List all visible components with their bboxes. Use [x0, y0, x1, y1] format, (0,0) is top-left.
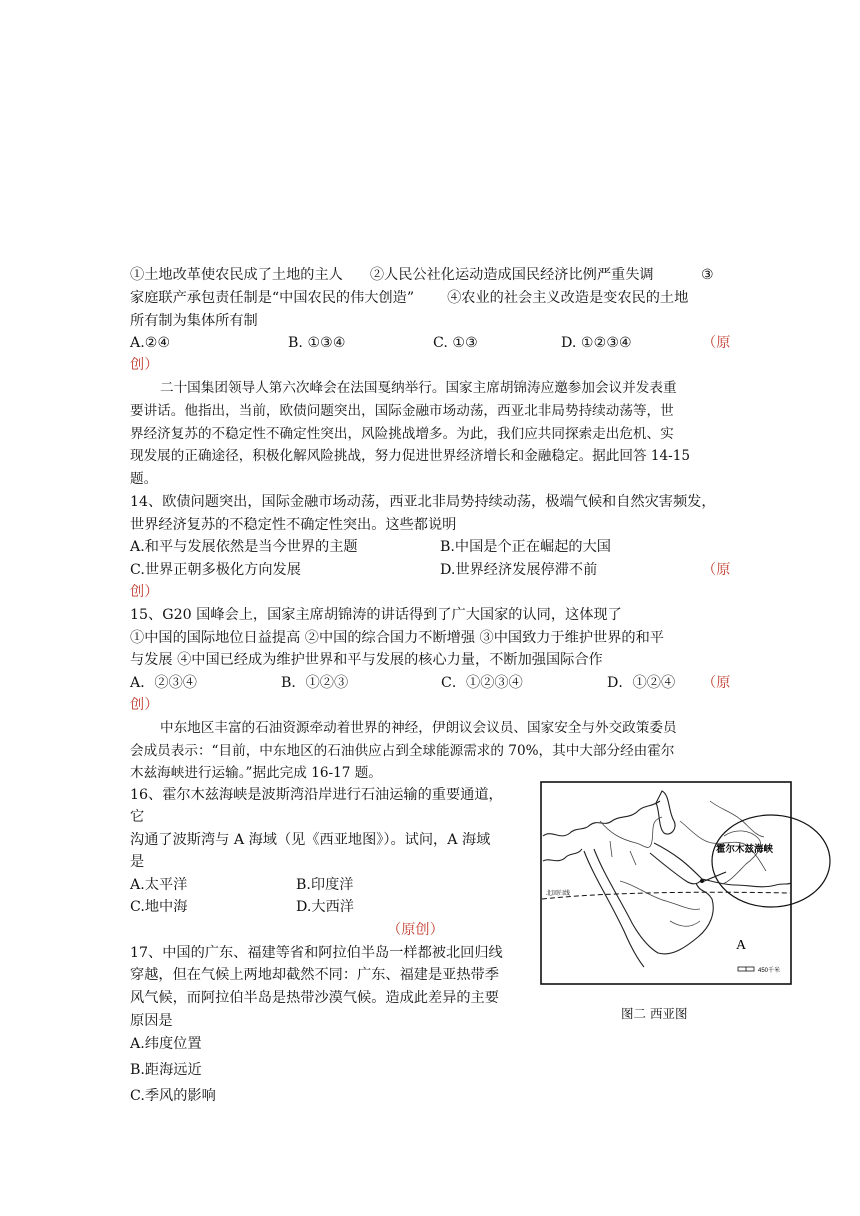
callout-label: 霍尔木兹海峡: [716, 844, 774, 855]
q13-option-3-marker: ③: [701, 267, 714, 283]
q17-choice-a: A.纬度位置: [130, 1036, 202, 1052]
map-caption: 图二 西亚图: [621, 1006, 688, 1021]
q16-origin-tag: （原创）: [387, 922, 444, 938]
q13-choice-a: A.②④: [130, 335, 171, 351]
passage2-line3: 木兹海峡进行运输。”据此完成 16-17 题。: [130, 765, 382, 781]
map-sea-label-a: A: [736, 938, 747, 953]
q16-stem-line2: 它: [130, 809, 145, 825]
q17-choice-c: C.季风的影响: [130, 1088, 216, 1104]
q15-choice-d: D．①②④: [607, 675, 676, 691]
q16-choice-c: C.地中海: [130, 899, 188, 915]
q17-choice-b: B.距海远近: [130, 1062, 202, 1078]
q13-line2: [130, 287, 688, 309]
map-tropic-label: 北回归线: [546, 891, 571, 897]
callout-pointer-line: [702, 872, 726, 882]
q13-line1: [130, 264, 654, 286]
q16-choice-b: B.印度洋: [296, 877, 354, 893]
passage1-line1: 二十国集团领导人第六次峰会在法国戛纳举行。国家主席胡锦涛应邀参加会议并发表重: [160, 380, 677, 396]
q14-stem-line2: 世界经济复苏的不稳定性不确定性突出。这些都说明: [130, 517, 457, 533]
q13-option-3: 家庭联产承包责任制是“中国农民的伟大创造”: [130, 290, 415, 306]
q13-option-2: ②人民公社化运动造成国民经济比例严重失调: [369, 267, 654, 283]
q14-choice-c: C.世界正朝多极化方向发展: [130, 562, 301, 578]
q13-choice-b: B. ①③④: [288, 335, 346, 351]
q15-stem-line2: ①中国的国际地位日益提高 ②中国的综合国力不断增强 ③中国致力于维护世界的和平: [130, 630, 664, 646]
q15-stem-line3: 与发展 ④中国已经成为维护世界和平与发展的核心力量，不断加强国际合作: [130, 652, 603, 668]
q15-origin-tag-cont: 创）: [130, 697, 159, 713]
q17-stem-line1: 17、中国的广东、福建等省和阿拉伯半岛一样都被北回归线: [130, 945, 503, 961]
strait-callout: [710, 812, 833, 910]
q14-choice-b: B.中国是个正在崛起的大国: [440, 539, 611, 555]
q15-stem-line1: 15、G20 国峰会上，国家主席胡锦涛的讲话得到了广大国家的认同，这体现了: [130, 607, 622, 623]
q16-stem-line3: 沟通了波斯湾与 A 海域（见《西亚地图》）。试问，A 海域: [130, 832, 491, 848]
passage2-line2: 会成员表示：“目前，中东地区的石油供应占到全球能源需求的 70%，其中大部分经由霍尔: [130, 743, 675, 759]
q14-origin-tag-cont: 创）: [130, 584, 159, 600]
q13-choice-d: D. ①②③④: [561, 335, 632, 351]
q15-choice-c: C．①②③④: [441, 675, 523, 691]
q15-choice-b: B．①②③: [281, 675, 349, 691]
q13-origin-tag: （原: [702, 335, 731, 351]
q16-choice-a: A.太平洋: [130, 877, 188, 893]
q13-origin-tag-cont: 创）: [130, 357, 159, 373]
passage1-line5: 题。: [130, 471, 158, 487]
q14-choice-d: D.世界经济发展停滞不前: [440, 562, 598, 578]
q16-stem-line1: 16、霍尔木兹海峡是波斯湾沿岸进行石油运输的重要通道，: [130, 787, 503, 803]
q17-stem-line2: 穿越，但在气候上两地却截然不同：广东、福建是亚热带季: [130, 967, 499, 983]
q16-stem-line4: 是: [130, 854, 145, 870]
passage1-line4: 现发展的正确途径，积极化解风险挑战，努力促进世界经济增长和金融稳定。据此回答 14-15: [130, 448, 691, 464]
q15-choice-a: A．②③④: [130, 675, 197, 691]
passage1-line3: 界经济复苏的不稳定性不确定性突出，风险挑战增多。为此，我们应共同探索走出危机、实: [130, 426, 674, 442]
q17-stem-line4: 原因是: [130, 1013, 173, 1029]
q17-stem-line3: 风气候，而阿拉伯半岛是热带沙漠气候。造成此差异的主要: [130, 990, 499, 1006]
q14-choice-a: A.和平与发展依然是当今世界的主题: [130, 539, 358, 555]
q13-option-1: ①土地改革使农民成了土地的主人: [130, 267, 343, 283]
q14-origin-tag: （原: [702, 562, 731, 578]
q15-origin-tag: （原: [702, 675, 731, 691]
map-scale-label: 450千米: [758, 968, 781, 974]
callout-ellipse: [712, 815, 830, 907]
q13-line3: 所有制为集体所有制: [130, 313, 258, 329]
callout-pointer: [700, 870, 730, 890]
q13-option-4: ④农业的社会主义改造是变农民的土地: [447, 290, 689, 306]
q14-stem-line1: 14、欧债问题突出，国际金融市场动荡，西亚北非局势持续动荡，极端气候和自然灾害频发，: [130, 494, 716, 510]
q16-choice-d: D.大西洋: [296, 899, 354, 915]
passage1-line2: 要讲话。他指出，当前，欧债问题突出，国际金融市场动荡，西亚北非局势持续动荡等，世: [130, 403, 674, 419]
passage2-line1: 中东地区丰富的石油资源牵动着世界的神经，伊朗议会议员、国家安全与外交政策委员: [160, 720, 677, 736]
q13-choice-c: C. ①③: [433, 335, 478, 351]
